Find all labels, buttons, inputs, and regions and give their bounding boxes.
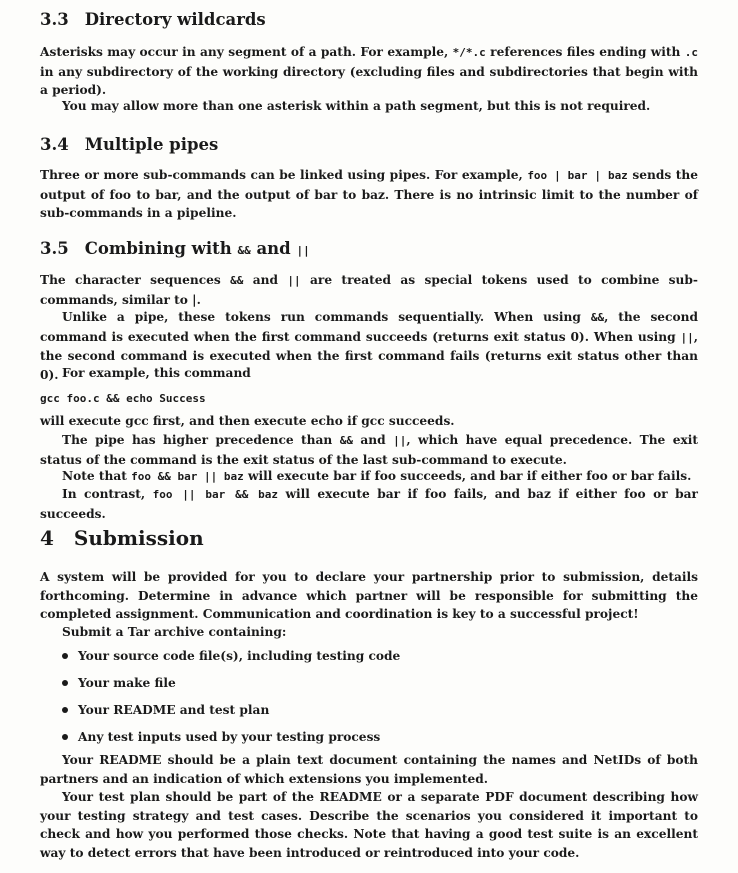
section-3-5-paragraph-7: In contrast, foo || bar && baz will execute bar if foo fails, and baz if either foo or bar succeeds. (40, 487, 698, 521)
section-3-3-paragraph-1: Asterisks may occur in any segment of a path. For example, */*.c references files ending with .c in any subdirectory of the working directory (excluding files and subdirectories that begin with a period). (40, 45, 698, 98)
section-3-5-heading (40, 239, 310, 258)
section-title: Submission (73, 526, 204, 550)
section-4-paragraph-3: Your README should be a plain text document containing the names and NetIDs of both partners and an indication of which extensions you implemented. (40, 753, 698, 786)
section-3-5-paragraph-4: will execute gcc first, and then execute echo if gcc succeeds. (40, 414, 455, 428)
section-4-heading (40, 526, 204, 550)
section-3-5-paragraph-2: Unlike a pipe, these tokens run commands sequentially. When using &&, the second command is executed when the first command succeeds (returns exit status 0). When using ||, the second command is executed when the first command fails (returns exit status other than 0). (40, 310, 698, 383)
section-3-4-heading (40, 135, 218, 154)
section-4-paragraph-2: Submit a Tar archive containing: (62, 625, 287, 639)
list-item: Any test inputs used by your testing process (60, 728, 400, 755)
section-4-paragraph-4: Your test plan should be part of the README or a separate PDF document describing how your testing strategy and test cases. Describe the scenarios you considered it important to check and how you performed those checks. Note that having a good test suite is an excellent way to detect errors that have been introduced or reintroduced into your code. (40, 790, 698, 861)
section-3-5-paragraph-3: For example, this command (62, 366, 251, 380)
bullet-icon (62, 707, 68, 713)
section-title: Combining with && and || (84, 239, 310, 258)
bullet-icon (62, 680, 68, 686)
section-3-3-heading (40, 10, 266, 29)
section-number: 3.3 (40, 10, 69, 29)
section-3-3-paragraph-2: You may allow more than one asterisk within a path segment, but this is not required. (62, 99, 651, 113)
list-item: Your source code file(s), including testing code (60, 647, 400, 674)
code-example: gcc foo.c && echo Success (40, 392, 206, 405)
section-title: Directory wildcards (84, 10, 266, 29)
section-4-paragraph-1: A system will be provided for you to declare your partnership prior to submission, details forthcoming. Determine in advance which partner will be responsible for submitting the completed assignment. Communication and coordination is key to a successful project! (40, 570, 698, 622)
section-number: 4 (40, 526, 54, 550)
bullet-icon (62, 653, 68, 659)
section-3-5-paragraph-5: The pipe has higher precedence than && and ||, which have equal precedence. The exit status of the command is the exit status of the last sub-command to execute. (40, 433, 699, 467)
section-3-5-paragraph-6: Note that foo && bar || baz will execute bar if foo succeeds, and bar if either foo or bar fails. (62, 469, 692, 483)
list-item: Your make file (60, 674, 400, 701)
section-3-4-paragraph-1: Three or more sub-commands can be linked using pipes. For example, foo | bar | baz sends the output of foo to bar, and the output of bar to baz. There is no intrinsic limit to the number of sub-commands in a pipeline. (40, 168, 698, 221)
bullet-icon (62, 734, 68, 740)
list-item: Your README and test plan (60, 701, 400, 728)
section-title: Multiple pipes (84, 135, 219, 154)
section-number: 3.5 (40, 239, 69, 258)
section-3-5-paragraph-1: The character sequences && and || are treated as special tokens used to combine sub-commands, similar to |. (40, 273, 698, 307)
submission-list (60, 647, 400, 755)
section-number: 3.4 (40, 135, 69, 154)
